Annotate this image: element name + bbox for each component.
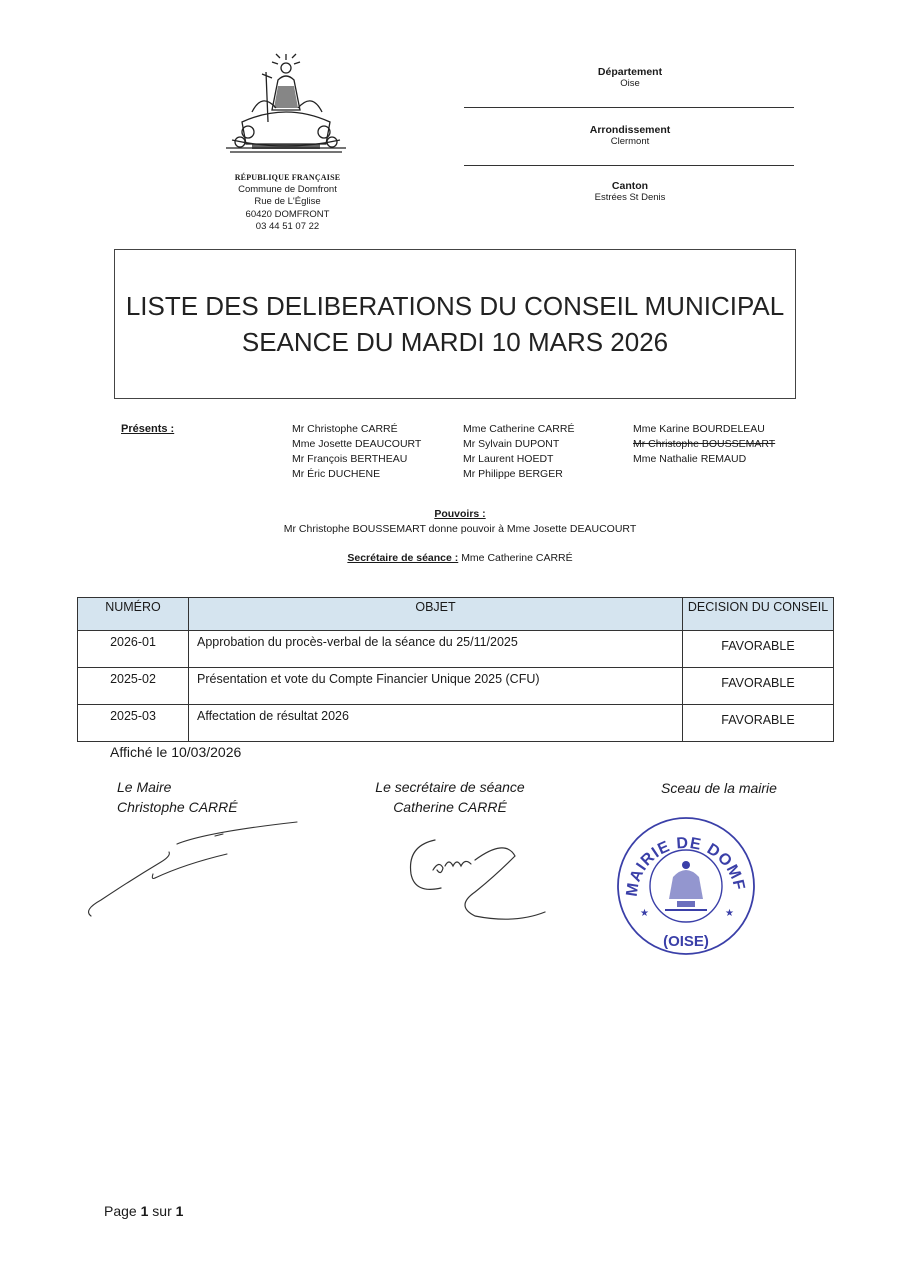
presents-label: Présents : bbox=[121, 423, 175, 435]
deliberations-table bbox=[77, 597, 834, 742]
secretaire-sig-name: Catherine CARRÉ bbox=[393, 799, 507, 815]
table-row bbox=[78, 631, 834, 668]
row-decision: FAVORABLE bbox=[683, 668, 834, 705]
svg-text:★: ★ bbox=[640, 908, 649, 919]
row-objet: Présentation et vote du Compte Financier Unique 2025 (CFU) bbox=[189, 668, 683, 705]
row-numero: 2025-03 bbox=[78, 705, 189, 742]
separator bbox=[464, 165, 794, 166]
table-row bbox=[78, 668, 834, 705]
sceau-title: Sceau de la mairie bbox=[661, 780, 777, 796]
row-decision: FAVORABLE bbox=[683, 705, 834, 742]
member-name: Mr Éric DUCHENE bbox=[292, 468, 381, 480]
pouvoirs-label: Pouvoirs : bbox=[434, 508, 486, 520]
member-name: Mr Sylvain DUPONT bbox=[463, 438, 560, 450]
departement-label: Département bbox=[597, 66, 663, 78]
member-name: Mme Catherine CARRÉ bbox=[463, 423, 575, 435]
departement-block bbox=[530, 66, 730, 89]
table-header-row bbox=[78, 598, 834, 631]
member-name: Mme Karine BOURDELEAU bbox=[633, 423, 765, 435]
separator bbox=[464, 107, 794, 108]
presents-column-1 bbox=[292, 422, 421, 482]
presents-column-2 bbox=[463, 422, 574, 482]
row-objet: Approbation du procès-verbal de la séance du 25/11/2025 bbox=[189, 631, 683, 668]
secretaire-signature-block bbox=[350, 777, 550, 817]
canton-label: Canton bbox=[611, 180, 649, 192]
row-numero: 2026-01 bbox=[78, 631, 189, 668]
maire-title: Le Maire bbox=[117, 779, 172, 795]
member-name: Mr Laurent HOEDT bbox=[463, 453, 554, 465]
header-objet: OBJET bbox=[189, 598, 683, 631]
member-name: Mme Josette DEAUCOURT bbox=[292, 438, 422, 450]
street: Rue de L'Église bbox=[254, 196, 321, 208]
mairie-stamp bbox=[615, 815, 757, 957]
member-name: Mr Christophe CARRÉ bbox=[292, 423, 398, 435]
postal-city: 60420 DOMFRONT bbox=[245, 208, 330, 220]
row-decision: FAVORABLE bbox=[683, 631, 834, 668]
affichage-date: Affiché le 10/03/2026 bbox=[110, 744, 242, 760]
departement-value: Oise bbox=[620, 78, 640, 89]
secretaire-label: Secrétaire de séance : bbox=[347, 552, 459, 564]
pouvoirs-block bbox=[200, 507, 720, 537]
mairie-address bbox=[205, 172, 370, 233]
page-total: 1 bbox=[175, 1203, 184, 1219]
secretaire-title: Le secrétaire de séance bbox=[375, 779, 525, 795]
republique-label: RÉPUBLIQUE FRANÇAISE bbox=[234, 173, 341, 182]
maire-signature-block bbox=[117, 777, 238, 817]
secretaire-name: Mme Catherine CARRÉ bbox=[461, 552, 573, 564]
arrondissement-label: Arrondissement bbox=[589, 124, 671, 136]
member-name: Mr Philippe BERGER bbox=[463, 468, 563, 480]
republique-emblem bbox=[222, 52, 350, 170]
phone: 03 44 51 07 22 bbox=[255, 220, 320, 232]
header-decision: DECISION DU CONSEIL bbox=[683, 598, 834, 631]
stamp-top-text: MAIRIE DE DOMF bbox=[623, 834, 748, 898]
secretaire-block bbox=[200, 551, 720, 566]
page-footer bbox=[104, 1203, 183, 1219]
commune-name: Commune de Domfront bbox=[238, 184, 337, 196]
title-line-2: SEANCE DU MARDI 10 MARS 2026 bbox=[241, 327, 669, 357]
pouvoirs-text: Mr Christophe BOUSSEMART donne pouvoir à Mme Josette DEAUCOURT bbox=[283, 523, 637, 535]
header-numero: NUMÉRO bbox=[78, 598, 189, 631]
row-objet: Affectation de résultat 2026 bbox=[189, 705, 683, 742]
title-box bbox=[114, 249, 796, 399]
canton-block bbox=[530, 180, 730, 203]
arrondissement-value: Clermont bbox=[610, 136, 650, 147]
canton-value: Estrées St Denis bbox=[594, 192, 666, 203]
row-numero: 2025-02 bbox=[78, 668, 189, 705]
stamp-bottom-text: (OISE) bbox=[663, 933, 709, 950]
arrondissement-block bbox=[530, 124, 730, 147]
maire-name: Christophe CARRÉ bbox=[117, 799, 238, 815]
page-prefix: Page bbox=[104, 1203, 137, 1219]
member-name: Mme Nathalie REMAUD bbox=[633, 453, 747, 465]
member-name-struck: Mr Christophe BOUSSEMART bbox=[633, 438, 776, 450]
maire-signature bbox=[85, 818, 305, 923]
member-name: Mr François BERTHEAU bbox=[292, 453, 408, 465]
table-row bbox=[78, 705, 834, 742]
presents-column-3 bbox=[633, 422, 775, 467]
page-middle: sur bbox=[152, 1203, 172, 1219]
svg-text:★: ★ bbox=[725, 908, 734, 919]
page-current: 1 bbox=[140, 1203, 149, 1219]
title-line-1: LISTE DES DELIBERATIONS DU CONSEIL MUNICIPAL bbox=[125, 291, 785, 321]
secretaire-signature bbox=[405, 830, 555, 925]
